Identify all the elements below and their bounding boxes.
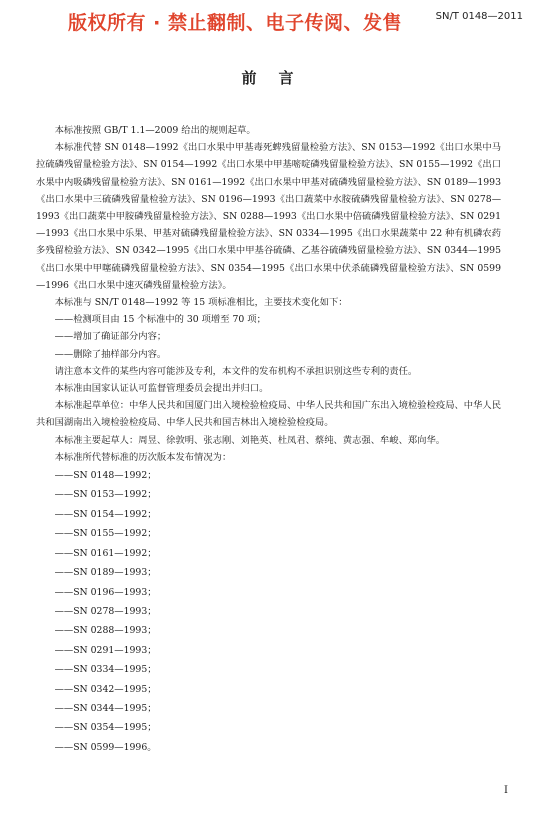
history-item: ——SN 0278—1993； xyxy=(54,605,157,617)
history-item: ——SN 0354—1995； xyxy=(54,722,157,734)
history-item: ——SN 0148—1992； xyxy=(54,470,157,482)
paragraph-history-intro: 本标准所代替标准的历次版本发布情况为： xyxy=(54,451,232,463)
history-item: ——SN 0196—1993； xyxy=(54,586,157,598)
page-title: 前言 xyxy=(241,69,316,87)
history-item: ——SN 0288—1993； xyxy=(54,625,157,637)
change-item: ——检测项目由 15 个标准中的 30 项增至 70 项； xyxy=(54,314,266,326)
history-item: ——SN 0291—1993； xyxy=(54,644,157,656)
history-item: ——SN 0154—1992； xyxy=(54,508,157,520)
change-item: ——删除了抽样部分内容。 xyxy=(54,348,167,360)
history-item: ——SN 0334—1995； xyxy=(54,664,157,676)
history-item: ——SN 0161—1992； xyxy=(54,547,157,559)
foreword-body xyxy=(36,122,501,757)
history-item: ——SN 0344—1995； xyxy=(54,702,157,714)
history-item: ——SN 0153—1992； xyxy=(54,489,157,501)
standard-number: SN/T 0148—2011 xyxy=(435,11,523,22)
history-item: ——SN 0155—1992； xyxy=(54,528,157,540)
paragraph-replaces: 本标准代替 SN 0148—1992《出口水果中甲基毒死蜱残留量检验方法》、SN 0153—1992《出口水果中马拉硫磷残留量检验方法》、SN 0154—1992《出口水果中甲基嘧啶磷残留量检验方法》、SN 0155—1992《出口水果中内吸磷残留量检验方法》、SN 0161—1992《出口水果中甲基对硫磷残留量检验方法》、SN 0189—1993《出口水果中三硫磷残留量检验方法》、SN 0196—1993《出口蔬菜中水胺硫磷残留量检验方法》、SN 0278—1993《出口蔬菜中甲胺磷残留量检验方法》、SN 0288—1993《出口水果中倍硫磷残留量检验方法》、SN 0291—1993《出口水果中乐果、甲基对硫磷残留量检验方法》、SN 0334—1995《出口水果蔬菜中 22 种有机磷农药多残留检验方法》、SN 0342—1995《出口水果中甲基谷硫磷、乙基谷硫磷残留量检验方法》、SN 0344—1995《出口水果中甲噻硫磷残留量检验方法》、SN 0354—1995《出口水果中伏杀硫磷残留量检验方法》、SN 0599—1996《出口水果中速灭磷残留量检验方法》。 xyxy=(36,142,501,291)
page-number: I xyxy=(504,785,508,796)
paragraph-drafting-units: 本标准起草单位：中华人民共和国厦门出入境检验检疫局、中华人民共和国广东出入境检验检疫局、中华人民共和国湖南出入境检验检疫局、中华人民共和国吉林出入境检验检疫局。 xyxy=(36,400,501,429)
watermark-banner: 版权所有 · 禁止翻制、电子传阅、发售 xyxy=(68,12,402,34)
history-list xyxy=(36,466,501,757)
paragraph-changes-intro: 本标准与 SN/T 0148—1992 等 15 项标准相比，主要技术变化如下： xyxy=(54,297,348,309)
paragraph-drafters: 本标准主要起草人：周昱、徐敦明、张志刚、刘艳英、杜凤君、蔡纯、黄志强、牟峻、郑向华。 xyxy=(54,434,446,446)
history-item: ——SN 0189—1993； xyxy=(54,567,157,579)
change-item: ——增加了确证部分内容； xyxy=(54,331,167,343)
paragraph-proposer: 本标准由国家认证认可监督管理委员会提出并归口。 xyxy=(54,383,269,395)
paragraph-drafting-rule: 本标准按照 GB/T 1.1—2009 给出的规则起草。 xyxy=(54,125,256,136)
history-item: ——SN 0342—1995； xyxy=(54,683,157,695)
paragraph-patent-notice: 请注意本文件的某些内容可能涉及专利，本文件的发布机构不承担识别这些专利的责任。 xyxy=(54,365,418,377)
history-item: ——SN 0599—1996。 xyxy=(54,741,157,753)
